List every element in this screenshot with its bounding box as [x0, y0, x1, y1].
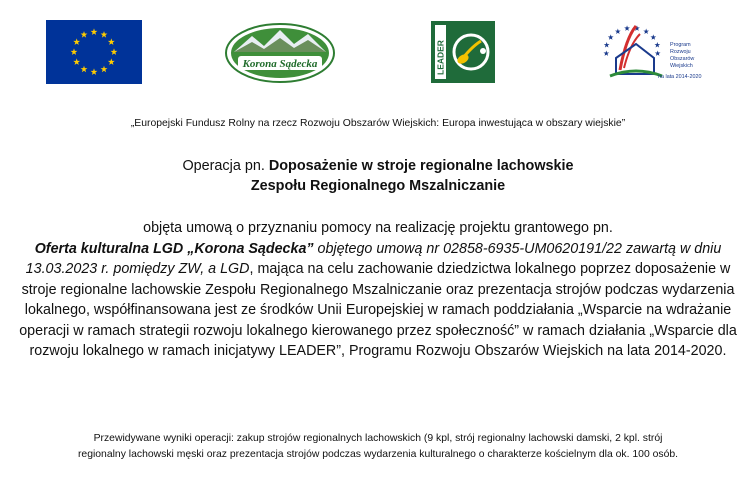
operation-prefix: Operacja pn. — [182, 158, 269, 174]
prow-star-icon — [603, 50, 609, 55]
prow-text-5: na lata 2014-2020 — [658, 74, 702, 80]
expected-results-line2: regionalny lachowski męski oraz prezentacja strojów podczas wydarzenia kulturalnego o charakterze kościelnym dla ok. 100 osób. — [77, 449, 679, 460]
logo-bar — [0, 0, 756, 95]
operation-description — [18, 218, 738, 362]
prow-star-icon — [654, 42, 660, 47]
korona-sadecka-logo — [224, 22, 336, 84]
operation-title-line1: Doposażenie w stroje regionalne lachowskie — [268, 158, 574, 174]
prow-text-3: Obszarów — [670, 56, 695, 62]
prow-star-icon — [655, 50, 661, 55]
leader-logo — [431, 21, 495, 83]
contract-reference: objętego umową nr 02858-6935-UM0620191/22 — [313, 240, 622, 257]
eu-flag-logo — [46, 20, 142, 84]
expected-results — [10, 431, 746, 463]
description-rest: , mająca na celu zachowanie dziedzictwa lokalnego poprzez doposażenie w stroje regionalne lachowskie Zespołu Regionalnego Mszalniczanie oraz prezentacja strojów podczas wydarzenia lokalnego, współfinansowana jest ze środków Unii Europejskiej w ramach poddziałania „Wsparcie na wdrażanie operacji w ramach strategii rozwoju lokalnego kierowanego przez społeczność” w ramach działania „Wsparcie dla rozwoju lokalnego w ramach inicjatywy LEADER”, Programu Rozwoju Obszarów Wiejskich na lata 2014-2020. — [19, 261, 737, 359]
prow-star-icon — [604, 42, 610, 47]
fund-tagline: „Europejski Fundusz Rolny na rzecz Rozwoju Obszarów Wiejskich: Europa inwestująca w obszary wiejskie” — [130, 118, 626, 129]
prow-star-icon — [650, 34, 656, 39]
prow-star-icon — [608, 34, 614, 39]
description-intro: objęta umową o przyznaniu pomocy na realizację projektu grantowego pn. — [143, 220, 613, 236]
prow-text-1: Program — [670, 42, 691, 48]
expected-results-line1: Przewidywane wyniki operacji: zakup strojów regionalnych lachowskich (9 kpl, strój regionalny lachowski damski, 2 kpl. strój — [93, 433, 663, 444]
prow-logo — [596, 18, 712, 84]
prow-text-2: Rozwoju — [670, 49, 691, 55]
leader-logo-text: LEADER — [435, 40, 446, 75]
prow-text-4: Wiejskich — [670, 63, 693, 69]
prow-star-icon — [643, 29, 649, 34]
operation-title-line2: Zespołu Regionalnego Mszalniczanie — [250, 178, 506, 194]
prow-star-icon — [615, 29, 621, 34]
korona-logo-text: Korona Sądecka — [242, 58, 318, 70]
operation-title — [0, 156, 756, 196]
project-name: Oferta kulturalna LGD „Korona Sądecka” — [34, 240, 314, 257]
contract-date: zawartą w dniu 13.03.2023 r. pomiędzy ZW, a LGD — [25, 240, 722, 277]
prow-star-icon — [624, 25, 630, 30]
